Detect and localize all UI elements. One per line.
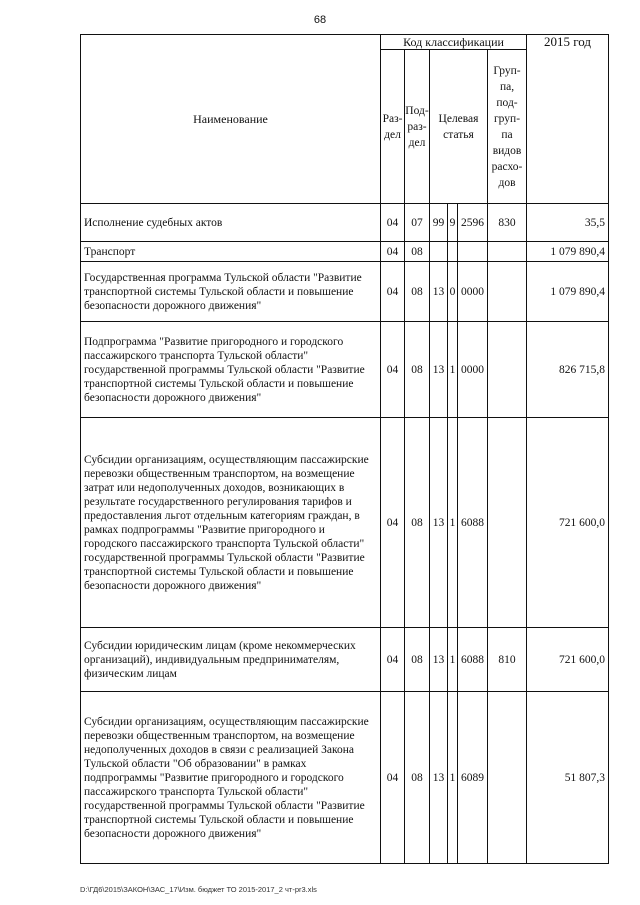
row-target-direction — [458, 242, 488, 262]
row-target-direction: 6088 — [458, 628, 488, 692]
header-classification: Код классификации — [381, 35, 527, 50]
row-name: Государственная программа Тульской области "Развитие транспортной системы Тульской области и повышение безопасности дорожного движения" — [81, 262, 381, 322]
row-target-subprogram: 1 — [448, 628, 458, 692]
row-target-subprogram — [448, 242, 458, 262]
table-row — [81, 418, 609, 628]
table-row — [81, 262, 609, 322]
row-razdel: 04 — [381, 262, 405, 322]
row-name: Субсидии организациям, осуществляющим пассажирские перевозки общественным транспортом, на возмещение затрат или недополученных доходов, возникающих в результате государственного регулирования тарифов и предоставления льгот отдельным категориям граждан, в рамках подпрограммы "Развитие пригородного и городского пассажирского транспорта Тульской области" государственной программы Тульской области "Развитие транспортной системы Тульской области и повышение безопасности дорожного движения" — [81, 418, 381, 628]
row-target-program: 13 — [430, 262, 448, 322]
table-row — [81, 692, 609, 864]
row-podrazdel: 08 — [405, 322, 430, 418]
header-podrazdel: Под- раз- дел — [405, 50, 430, 204]
row-group: 830 — [488, 204, 527, 242]
row-group — [488, 322, 527, 418]
header-group: Груп- па, под- груп- па видов расхо- дов — [488, 50, 527, 204]
row-target-direction: 0000 — [458, 322, 488, 418]
row-razdel: 04 — [381, 322, 405, 418]
row-amount: 51 807,3 — [527, 692, 609, 864]
row-target-direction: 6089 — [458, 692, 488, 864]
row-target-program: 13 — [430, 418, 448, 628]
row-podrazdel: 08 — [405, 262, 430, 322]
row-name: Подпрограмма "Развитие пригородного и городского пассажирского транспорта Тульской области" государственной программы Тульской области "Развитие транспортной системы Тульской области и повышение безопасности дорожного движения" — [81, 322, 381, 418]
row-group — [488, 418, 527, 628]
header-year: 2015 год — [527, 35, 609, 204]
row-target-direction: 0000 — [458, 262, 488, 322]
row-podrazdel: 08 — [405, 628, 430, 692]
row-podrazdel: 08 — [405, 418, 430, 628]
page-number: 68 — [313, 14, 327, 26]
row-name: Субсидии организациям, осуществляющим пассажирские перевозки общественным транспортом, на возмещение недополученных доходов в связи с реализацией Закона Тульской области "Об образовании" в рамках подпрограммы "Развитие пригородного и городского пассажирского транспорта Тульской области" государственной программы Тульской области "Развитие транспортной системы Тульской области и повышение безопасности дорожного движения" — [81, 692, 381, 864]
row-target-subprogram: 0 — [448, 262, 458, 322]
row-target-subprogram: 1 — [448, 322, 458, 418]
row-group: 810 — [488, 628, 527, 692]
footer-filepath: D:\ГД6\2015\ЗАКОН\ЗАС_17\Изм. бюджет ТО 2015-2017_2 чт-pr3.xls — [80, 885, 317, 894]
row-name: Транспорт — [81, 242, 381, 262]
header-target: Целевая статья — [430, 50, 488, 204]
row-amount: 826 715,8 — [527, 322, 609, 418]
row-target-subprogram: 9 — [448, 204, 458, 242]
row-target-program: 99 — [430, 204, 448, 242]
row-podrazdel: 07 — [405, 204, 430, 242]
row-amount: 1 079 890,4 — [527, 262, 609, 322]
row-razdel: 04 — [381, 418, 405, 628]
row-razdel: 04 — [381, 628, 405, 692]
row-target-direction: 6088 — [458, 418, 488, 628]
row-group — [488, 242, 527, 262]
row-target-subprogram: 1 — [448, 692, 458, 864]
row-amount: 721 600,0 — [527, 418, 609, 628]
row-name: Субсидии юридическим лицам (кроме некоммерческих организаций), индивидуальным предпринимателям, физическим лицам — [81, 628, 381, 692]
row-podrazdel: 08 — [405, 692, 430, 864]
row-group — [488, 692, 527, 864]
table-row — [81, 242, 609, 262]
row-name: Исполнение судебных актов — [81, 204, 381, 242]
row-amount: 1 079 890,4 — [527, 242, 609, 262]
row-group — [488, 262, 527, 322]
row-target-direction: 2596 — [458, 204, 488, 242]
table-row — [81, 322, 609, 418]
row-amount: 35,5 — [527, 204, 609, 242]
row-razdel: 04 — [381, 204, 405, 242]
table-row — [81, 204, 609, 242]
table-row — [81, 628, 609, 692]
budget-table — [80, 34, 609, 864]
row-target-program — [430, 242, 448, 262]
row-target-program: 13 — [430, 628, 448, 692]
row-razdel: 04 — [381, 692, 405, 864]
row-target-program: 13 — [430, 692, 448, 864]
row-target-program: 13 — [430, 322, 448, 418]
header-row-top — [81, 35, 609, 50]
row-target-subprogram: 1 — [448, 418, 458, 628]
row-podrazdel: 08 — [405, 242, 430, 262]
header-razdel: Раз- дел — [381, 50, 405, 204]
row-razdel: 04 — [381, 242, 405, 262]
header-name: Наименование — [81, 35, 381, 204]
row-amount: 721 600,0 — [527, 628, 609, 692]
